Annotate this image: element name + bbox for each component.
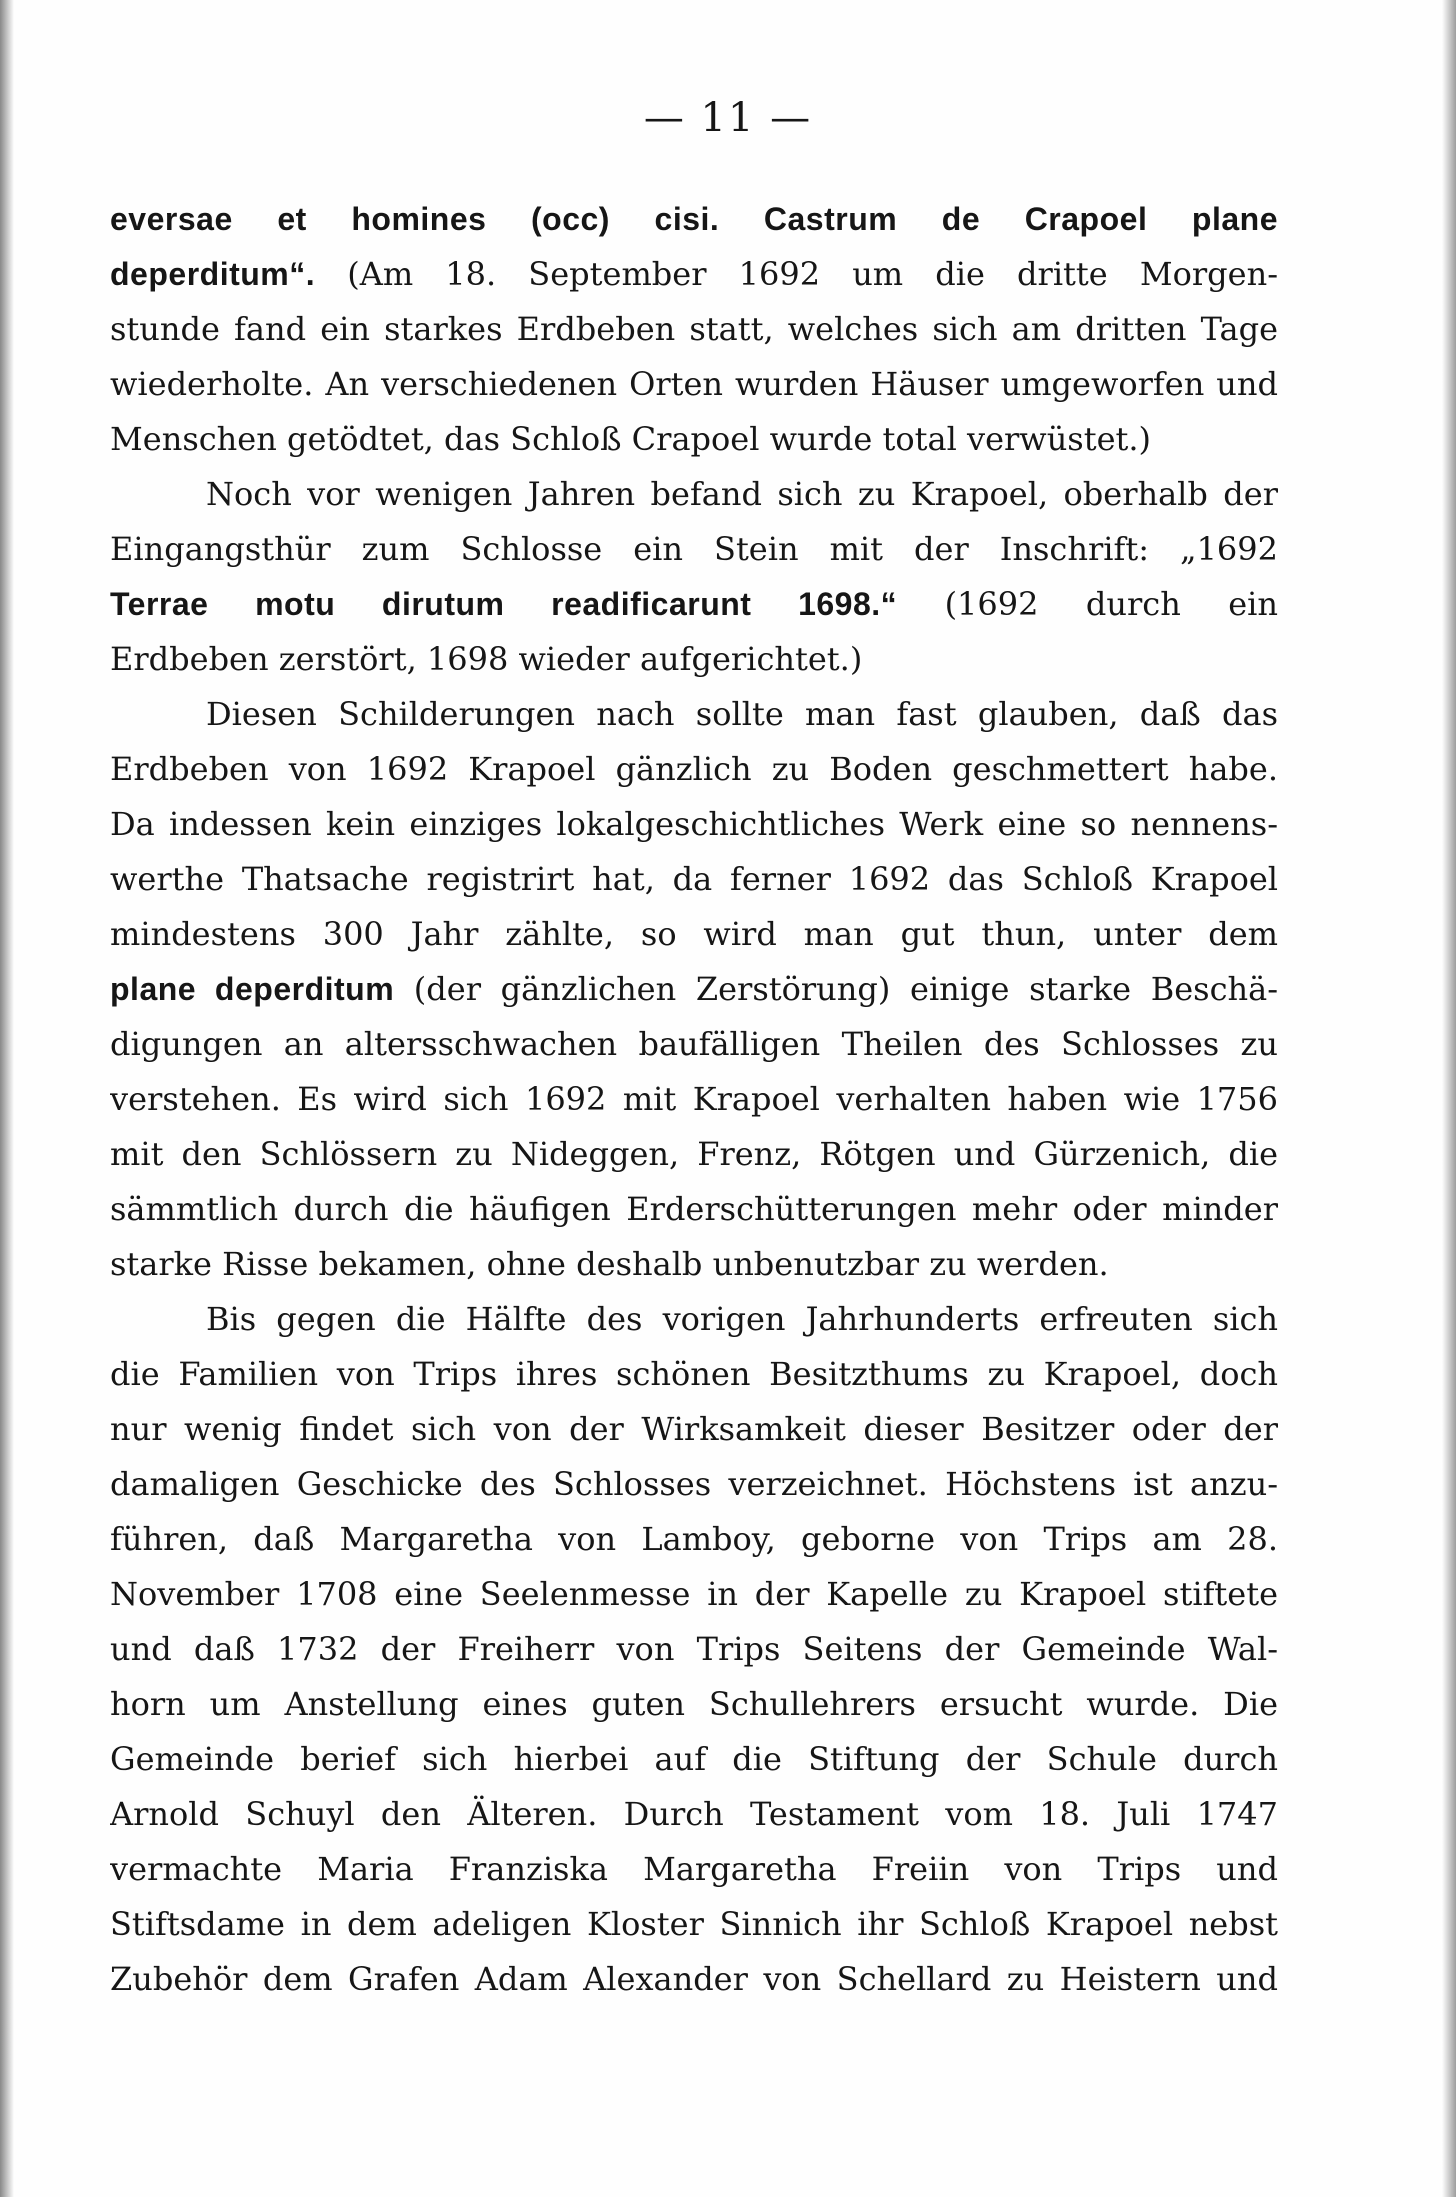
paragraph (110, 687, 1278, 1292)
paragraph (110, 1292, 1278, 2007)
text-line: Zubehör dem Grafen Adam Alexander von Schellard zu Heistern und (110, 1960, 1278, 1998)
text-line: deperditum“. (Am 18. September 1692 um die dritte Morgen- (110, 255, 1278, 293)
text-line: horn um Anstellung eines guten Schullehrers ersucht wurde. Die (110, 1685, 1278, 1723)
text-line: Stiftsdame in dem adeligen Kloster Sinnich ihr Schloß Krapoel nebst (110, 1905, 1278, 1943)
text-line: die Familien von Trips ihres schönen Besitzthums zu Krapoel, doch (110, 1355, 1278, 1393)
text-line: November 1708 eine Seelenmesse in der Kapelle zu Krapoel stiftete (110, 1575, 1278, 1613)
text-line: vermachte Maria Franziska Margaretha Freiin von Trips und (110, 1850, 1278, 1888)
text-line: führen, daß Margaretha von Lamboy, geborne von Trips am 28. (110, 1520, 1278, 1558)
text-line: und daß 1732 der Freiherr von Trips Seitens der Gemeinde Wal- (110, 1630, 1278, 1668)
text-line: Bis gegen die Hälfte des vorigen Jahrhunderts erfreuten sich (206, 1300, 1278, 1338)
text-line: eversae et homines (occ) cisi. Castrum de Crapoel plane (110, 201, 1278, 237)
text-line: wiederholte. An verschiedenen Orten wurden Häuser umgeworfen und (110, 365, 1278, 403)
paragraph (110, 467, 1278, 687)
text-line: Terrae motu dirutum readificarunt 1698.“ (1692 durch ein (110, 585, 1278, 623)
text-line: werthe Thatsache registrirt hat, da ferner 1692 das Schloß Krapoel (110, 860, 1278, 898)
text-line: damaligen Geschicke des Schlosses verzeichnet. Höchstens ist anzu- (110, 1465, 1278, 1503)
page-number: — 11 — (643, 95, 813, 141)
text-line: sämmtlich durch die häufigen Erderschütterungen mehr oder minder (110, 1190, 1278, 1228)
text-line: Menschen getödtet, das Schloß Crapoel wurde total verwüstet.) (110, 420, 1152, 458)
text-line: stunde fand ein starkes Erdbeben statt, welches sich am dritten Tage (110, 310, 1278, 348)
text-line: Gemeinde berief sich hierbei auf die Stiftung der Schule durch (110, 1740, 1278, 1778)
body-text (110, 192, 1278, 2007)
text-line: digungen an altersschwachen baufälligen Theilen des Schlosses zu (110, 1025, 1278, 1063)
text-line: mit den Schlössern zu Nideggen, Frenz, Rötgen und Gürzenich, die (110, 1135, 1278, 1173)
text-line: Da indessen kein einziges lokalgeschichtliches Werk eine so nennens- (110, 805, 1278, 843)
text-line: verstehen. Es wird sich 1692 mit Krapoel verhalten haben wie 1756 (110, 1080, 1278, 1118)
text-line: Erdbeben zerstört, 1698 wieder aufgerichtet.) (110, 640, 863, 678)
text-line: plane deperditum (der gänzlichen Zerstörung) einige starke Beschä- (110, 970, 1278, 1008)
text-line: Arnold Schuyl den Älteren. Durch Testament vom 18. Juli 1747 (110, 1795, 1278, 1833)
text-line: Diesen Schilderungen nach sollte man fast glauben, daß das (206, 695, 1278, 733)
scan-edge-left (0, 0, 14, 2197)
text-line: nur wenig findet sich von der Wirksamkeit dieser Besitzer oder der (110, 1410, 1278, 1448)
scan-edge-right (1442, 0, 1456, 2197)
text-line: Noch vor wenigen Jahren befand sich zu Krapoel, oberhalb der (206, 475, 1278, 513)
text-line: mindestens 300 Jahr zählte, so wird man gut thun, unter dem (110, 915, 1278, 953)
text-line: starke Risse bekamen, ohne deshalb unbenutzbar zu werden. (110, 1245, 1109, 1283)
paragraph (110, 192, 1278, 467)
text-line: Erdbeben von 1692 Krapoel gänzlich zu Boden geschmettert habe. (110, 750, 1278, 788)
text-line: Eingangsthür zum Schlosse ein Stein mit der Inschrift: „1692 (110, 530, 1278, 568)
